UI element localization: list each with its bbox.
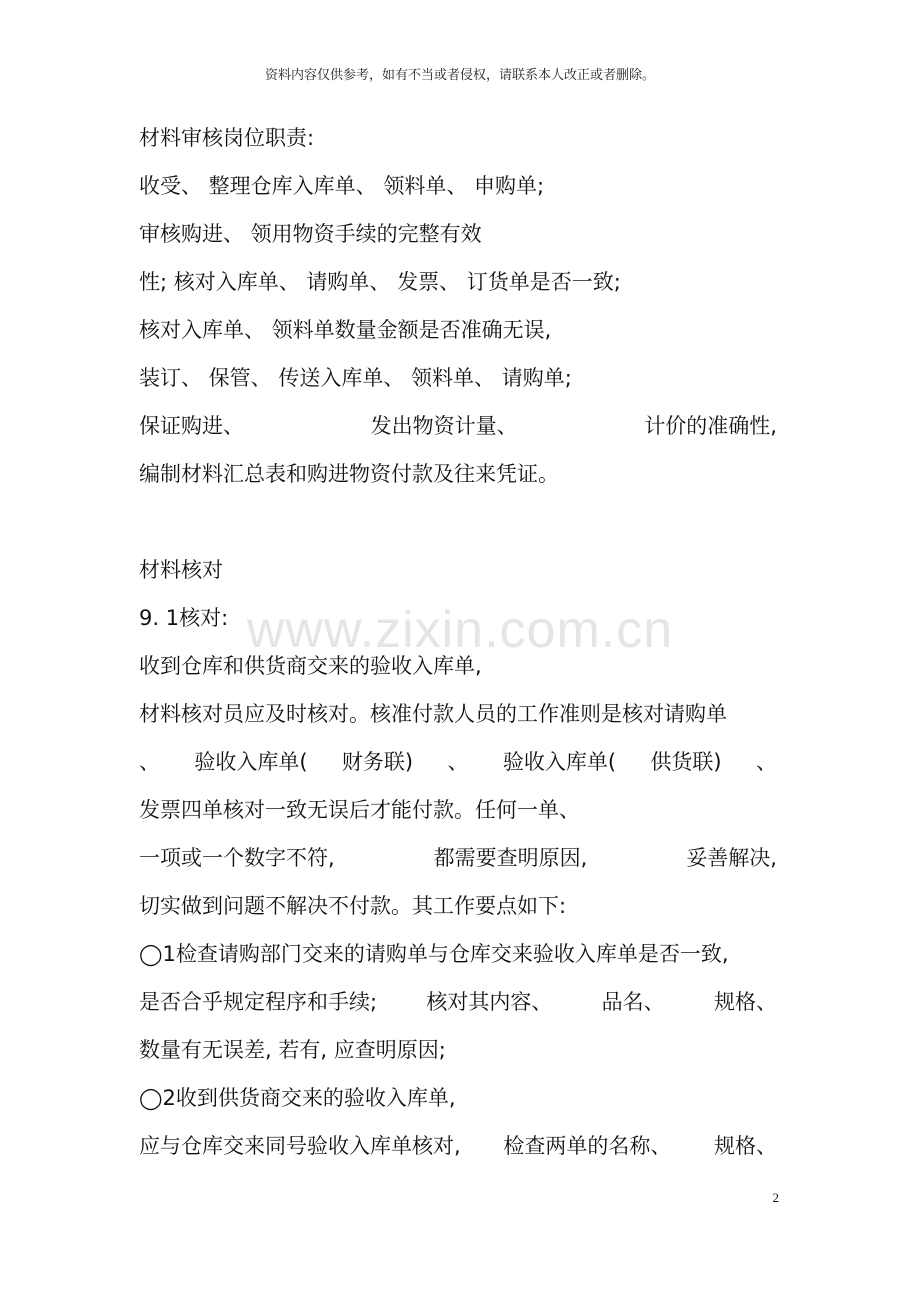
body-line-14: 发票四单核对一致无误后才能付款。任何一单、 (139, 798, 580, 822)
line-13-part-5: 验收入库单( (502, 750, 617, 774)
line-13-part-7: 、 (755, 750, 777, 774)
body-line-13 (139, 748, 777, 776)
line-21-part-2: 检查两单的名称、 (503, 1134, 672, 1158)
section-heading: 材料核对 (139, 558, 223, 582)
line-13-part-1: 、 (139, 750, 160, 774)
line-21-part-3: 规格、 (714, 1134, 777, 1158)
body-line-4: 性; 核对入库单、 请购单、 发票、 订货单是否一致; (139, 270, 621, 294)
line-7-part-2: 发出物资计量、 (370, 414, 518, 438)
line-18-part-3: 品名、 (601, 990, 665, 1014)
body-line-20: ◯2收到供货商交来的验收入库单, (139, 1086, 456, 1110)
body-line-19: 数量有无误差, 若有, 应查明原因; (139, 1038, 446, 1062)
body-line-18 (139, 988, 777, 1016)
subsection-heading: 9. 1核对: (139, 606, 229, 630)
body-line-3: 审核购进、 领用物资手续的完整有效 (139, 222, 482, 246)
body-line-17: ◯1检查请购部门交来的请购单与仓库交来验收入库单是否一致, (139, 942, 729, 966)
line-15-part-2: 都需要查明原因, (433, 846, 588, 870)
line-13-part-6: 供货联) (650, 750, 722, 774)
page-number: 2 (772, 1190, 779, 1205)
body-line-16: 切实做到问题不解决不付款。其工作要点如下: (139, 894, 567, 918)
body-line-21 (139, 1132, 777, 1160)
line-18-part-4: 规格、 (713, 990, 777, 1014)
line-15-part-1: 一项或一个数字不符, (139, 846, 335, 870)
line-13-part-2: 验收入库单( (194, 750, 308, 774)
line-18-part-1: 是否合乎规定程序和手续; (139, 990, 378, 1014)
body-line-7 (139, 412, 777, 440)
body-line-1: 材料审核岗位职责: (139, 126, 315, 150)
body-line-15 (139, 844, 777, 872)
body-line-12: 材料核对员应及时核对。核准付款人员的工作准则是核对请购单 (139, 702, 727, 726)
body-line-8: 编制材料汇总表和购进物资付款及往来凭证。 (139, 462, 559, 486)
line-15-part-3: 妥善解决, (686, 846, 777, 870)
line-7-part-1: 保证购进、 (139, 414, 244, 438)
body-line-6: 装订、 保管、 传送入库单、 领料单、 请购单; (139, 366, 572, 390)
header-note: 资料内容仅供参考，如有不当或者侵权，请联系本人改正或者删除。 (264, 68, 655, 83)
body-line-11: 收到仓库和供货商交来的验收入库单, (139, 654, 482, 678)
line-13-part-3: 财务联) (341, 750, 414, 774)
line-13-part-4: 、 (447, 750, 469, 774)
body-line-2: 收受、 整理仓库入库单、 领料单、 申购单; (139, 174, 545, 198)
watermark: www.zixin.com.cn (246, 601, 674, 659)
line-21-part-1: 应与仓库交来同号验收入库单核对, (139, 1134, 461, 1158)
line-18-part-2: 核对其内容、 (426, 990, 553, 1014)
body-line-5: 核对入库单、 领料单数量金额是否准确无误, (139, 318, 552, 342)
line-7-part-3: 计价的准确性, (644, 414, 777, 438)
